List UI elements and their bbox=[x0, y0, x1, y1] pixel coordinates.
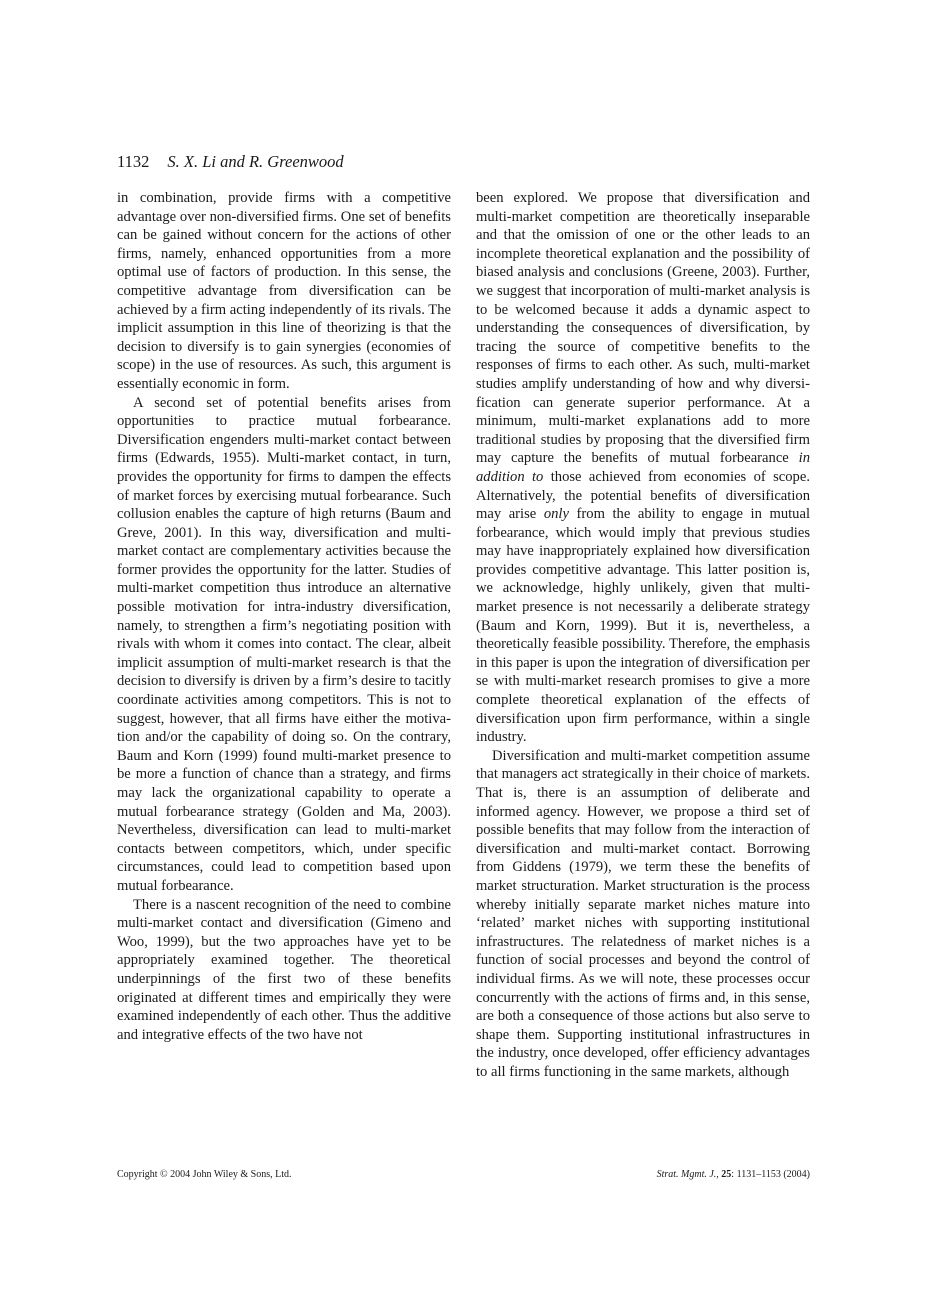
right-column bbox=[476, 189, 810, 1082]
paragraph bbox=[476, 189, 810, 747]
paragraph: in combination, provide firms with a competitive advantage over non-diversified firms. One set of benefits can be gained without concern for the actions of other firms, namely, enhanced opportunities from a more optimal use of factors of production. In this sense, the competitive advantage from diversification can be achieved by a firm acting independently of its rivals. The implicit assumption in this line of theorizing is that the decision to diversify is to gain synergies (economies of scope) in the use of resources. As such, this argument is essentially economic in form. bbox=[117, 190, 451, 392]
emphasis-text: in addition to bbox=[476, 450, 810, 485]
footer-journal-citation bbox=[657, 1169, 810, 1181]
paragraph: Diversification and multi-market competition assume that managers act strategically in their choice of markets. That is, there is an assumption of deliberate and informed agency. However, we propose a third set of possible benefits that may follow from the interaction of diversification and multi-market contact. Borrowing from Giddens (1979), we term these the benefits of market structuration. Market structuration is the process whereby initially separate market niches mature into ‘related’ market niches with supporting institutional infrastructures. The relatedness of market niches is a function of social processes and beyond the control of individual firms. As we will note, these processes occur concurrently with the actions of firms and, in this sense, are both a consequence of those actions but also serve to shape them. Supporting institutional infrastructures in the industry, once developed, offer efficiency advantages to all firms functioning in the same markets, although bbox=[476, 747, 810, 1080]
running-head bbox=[117, 152, 344, 172]
journal-pages: : 1131–1153 (2004) bbox=[731, 1169, 810, 1180]
paragraph: There is a nascent recognition of the need to combine multi-market contact and diversification (Gimeno and Woo, 1999), but the two approaches have yet to be appropriately examined together. The theoretical underpinnings of the first two of these benefits originated at different times and empirically they were examined independently of each other. Thus the additive and integrative effects of the two have not bbox=[117, 896, 451, 1043]
footer-copyright: Copyright © 2004 John Wiley & Sons, Ltd. bbox=[117, 1169, 292, 1180]
paragraph: A second set of potential benefits arises from opportunities to practice mutual forbearance. Diversification engenders multi-market contact between firms (Edwards, 1955). Multi-market contact, in turn, provides the opportunity for firms to dampen the effects of market forces by exercising mutual forbearance. Such collusion enables the capture of high returns (Baum and Greve, 2001). In this way, diversification and multi-market contact are complementary activities because the former provides the opportunity for the latter. Studies of multi-market competition thus introduce an alternative possible motivation for intra-industry diversification, namely, to strengthen a firm’s negotiating position with rivals with whom it comes into contact. The clear, albeit implicit assumption of multi-market research is that the decision to diversify is driven by a firm’s desire to tacitly coordinate activities among competitors. This is not to suggest, however, that all firms have either the motivation and/or the capability of doing so. On the contrary, Baum and Korn (1999) found multi-market presence to be more a function of chance than a strategy, and firms may lack the organizational capability to operate a mutual forbearance strategy (Golden and Ma, 2003). Nevertheless, diversification can lead to multi-market contacts between competitors, which, under specific circumstances, could lead to competition based upon mutual forbearance. bbox=[117, 394, 451, 894]
page-number: 1132 bbox=[117, 152, 150, 171]
journal-volume: 25 bbox=[721, 1169, 732, 1180]
text-run: those achieved from economies of scope. Alternatively, the potential benefits of diversification may arise bbox=[476, 468, 810, 523]
text-run: been explored. We propose that diversification and multi-market competition are theoretically inseparable and that the omission of one or the other leads to an incomplete theoretical explanation and the possibility of biased analysis and conclusions (Greene, 2003). Further, we suggest that incorporation of multi-market analysis is to be welcomed because it adds a dynamic aspect to understanding the consequences of diversification, by tracing the source of competitive benefits to the responses of firms to each other. As such, multi-market studies amplify understanding of how and why diversification can generate superior performance. At a minimum, multi-market explanations add to more traditional studies by proposing that the diversified firm may capture the benefits of mutual forbearance bbox=[476, 190, 810, 467]
running-head-authors: S. X. Li and R. Greenwood bbox=[167, 152, 344, 171]
journal-name: Strat. Mgmt. J., bbox=[656, 1169, 719, 1180]
emphasis-text: only bbox=[543, 506, 569, 523]
left-column bbox=[117, 189, 451, 1044]
text-run: from the ability to engage in mutual forbearance, which would imply that previous studies may have inappropriately explained how diversification provides competitive advantage. This latter position is, we acknowledge, highly unlikely, given that multi-market presence is not necessarily a deliberate strategy (Baum and Korn, 1999). But it is, nevertheless, a theoretically feasible possibility. Therefore, the emphasis in this paper is upon the integration of diversification per se with multi-market research promises to give a more complete theoretical explanation of the effects of diversification upon firm performance, within a single industry. bbox=[476, 506, 811, 746]
